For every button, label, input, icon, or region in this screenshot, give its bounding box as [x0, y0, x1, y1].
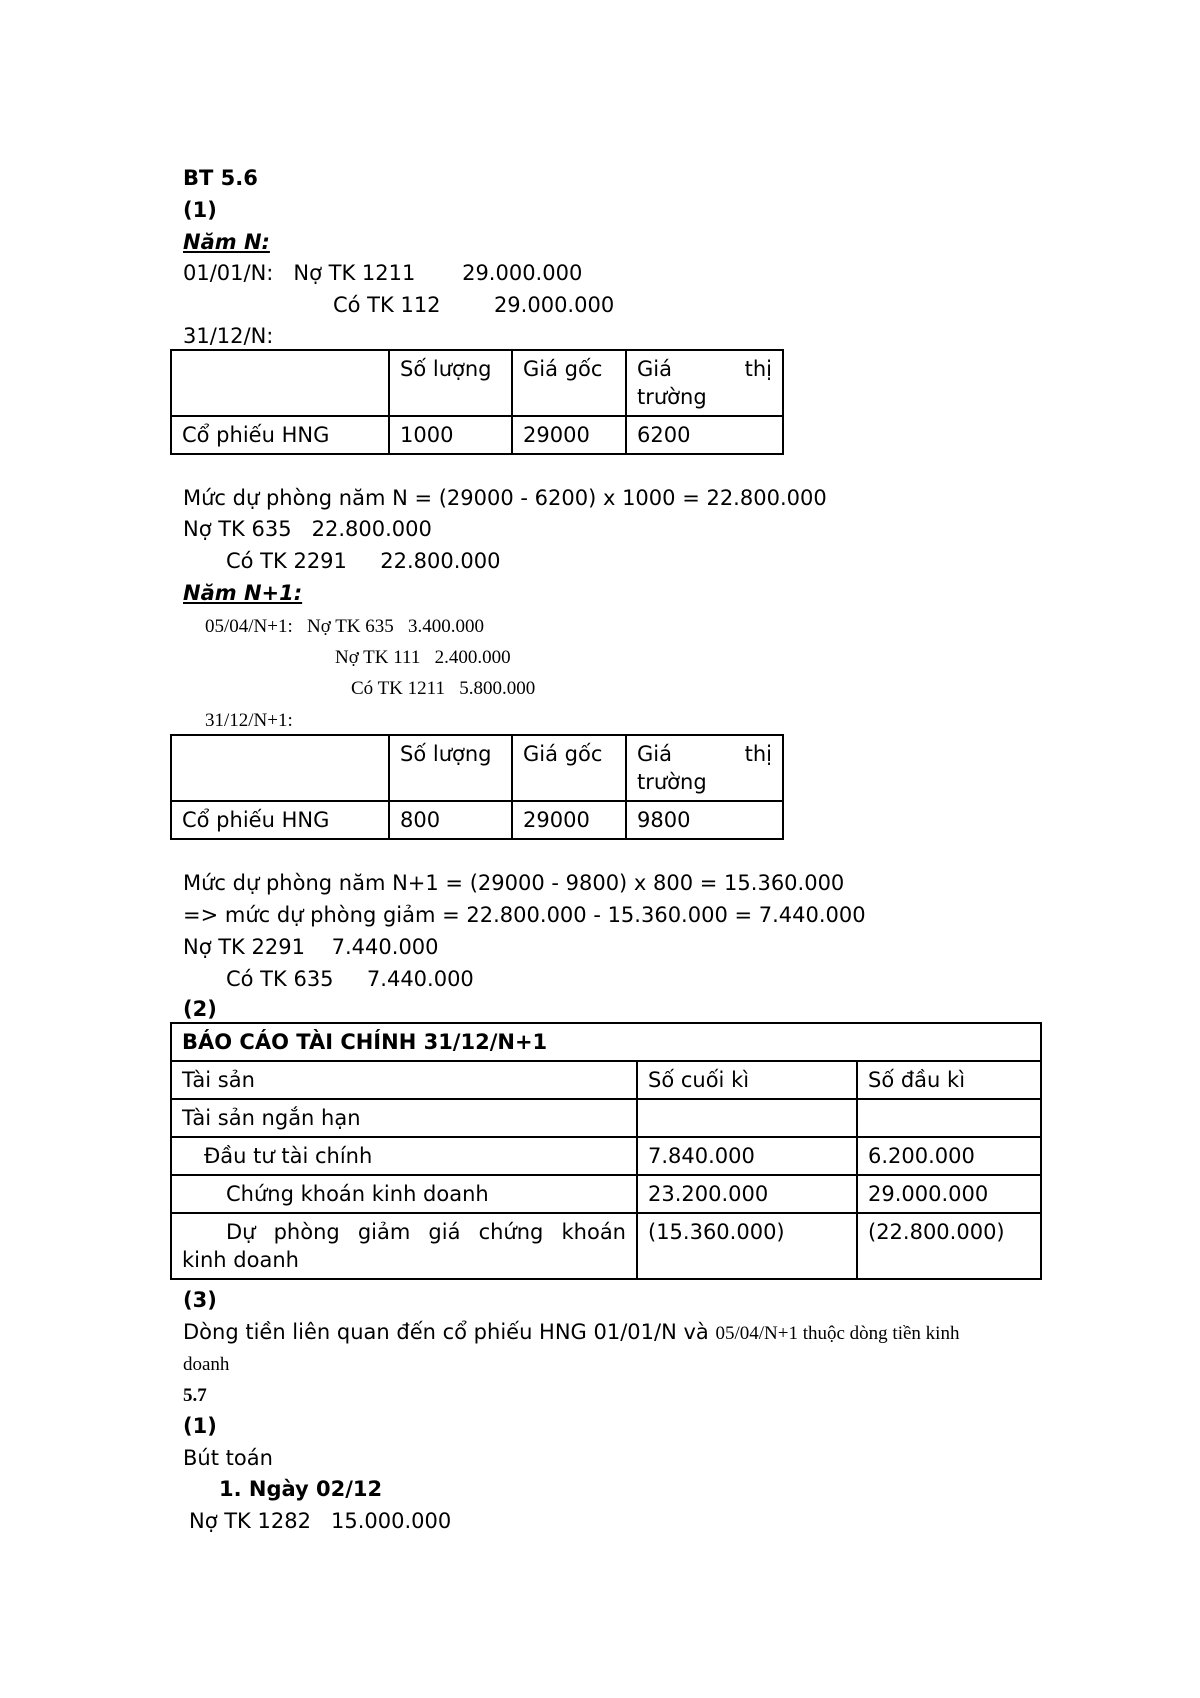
cashflow-text-cont: doanh: [183, 1354, 230, 1375]
part-1-heading-57: (1): [183, 1414, 217, 1438]
header-market-price: Giá thị trường: [626, 350, 783, 416]
table-header-row: [171, 350, 783, 416]
entry-n1-debit-111: Nợ TK 111 2.400.000: [335, 647, 511, 668]
exercise-57-title: 5.7: [183, 1385, 207, 1406]
table-row: [171, 1137, 1041, 1175]
header-end-period: Số cuối kì: [637, 1061, 857, 1099]
part-3-heading: (3): [183, 1288, 217, 1312]
row-label: Chứng khoán kinh doanh: [171, 1175, 637, 1213]
date-31-12-n1: 31/12/N+1:: [205, 710, 293, 731]
table-row: [171, 1099, 1041, 1137]
table-row: [171, 416, 783, 454]
report-title: BÁO CÁO TÀI CHÍNH 31/12/N+1: [171, 1023, 1041, 1061]
entry-n1-reversal-debit: Nợ TK 2291 7.440.000: [183, 935, 439, 959]
exercise-title: BT 5.6: [183, 166, 258, 190]
entry-n-credit: Có TK 112 29.000.000: [333, 293, 615, 317]
header-cell-empty: [171, 735, 389, 801]
cell-stock: Cổ phiếu HNG: [171, 801, 389, 839]
cell-market: 9800: [626, 801, 783, 839]
header-quantity: Số lượng: [389, 350, 512, 416]
header-asset: Tài sản: [171, 1061, 637, 1099]
entry-n-provision-credit: Có TK 2291 22.800.000: [226, 549, 501, 573]
cell-quantity: 800: [389, 801, 512, 839]
report-title-row: [171, 1023, 1041, 1061]
header-cost: Giá gốc: [512, 735, 626, 801]
cashflow-text: Dòng tiền liên quan đến cổ phiếu HNG 01/01/N và 05/04/N+1 thuộc dòng tiền kinh: [183, 1320, 960, 1344]
row-begin-value: 6.200.000: [857, 1137, 1041, 1175]
row-begin-value: (22.800.000): [857, 1213, 1041, 1279]
row-begin-value: [857, 1099, 1041, 1137]
table-header-row: [171, 735, 783, 801]
provision-decrease: => mức dự phòng giảm = 22.800.000 - 15.360.000 = 7.440.000: [183, 903, 866, 927]
part-2-heading: (2): [183, 997, 217, 1021]
entry-n1-debit-635: 05/04/N+1: Nợ TK 635 3.400.000: [205, 616, 485, 637]
date-31-12-n: 31/12/N:: [183, 324, 274, 348]
row-label: Dự phòng giảm giá chứng khoán kinh doanh: [171, 1213, 637, 1279]
header-market-price: Giá thị trường: [626, 735, 783, 801]
entry-n1-credit-1211: Có TK 1211 5.800.000: [351, 678, 536, 699]
year-n1-heading: Năm N+1:: [183, 581, 303, 605]
cell-cost: 29000: [512, 416, 626, 454]
cell-quantity: 1000: [389, 416, 512, 454]
cell-market: 6200: [626, 416, 783, 454]
row-end-value: [637, 1099, 857, 1137]
list-item-date-0212: 1. Ngày 02/12: [219, 1477, 383, 1501]
stock-table-n: [170, 349, 784, 455]
table-row: [171, 801, 783, 839]
table-row: [171, 1213, 1041, 1279]
row-label: Đầu tư tài chính: [171, 1137, 637, 1175]
header-quantity: Số lượng: [389, 735, 512, 801]
row-end-value: 23.200.000: [637, 1175, 857, 1213]
header-begin-period: Số đầu kì: [857, 1061, 1041, 1099]
row-label: Tài sản ngắn hạn: [171, 1099, 637, 1137]
entry-n1-reversal-credit: Có TK 635 7.440.000: [226, 967, 474, 991]
entry-n-debit: 01/01/N: Nợ TK 1211 29.000.000: [183, 261, 583, 285]
report-header-row: [171, 1061, 1041, 1099]
entry-n-provision-debit: Nợ TK 635 22.800.000: [183, 517, 432, 541]
row-begin-value: 29.000.000: [857, 1175, 1041, 1213]
year-n-heading: Năm N:: [183, 230, 270, 254]
row-end-value: 7.840.000: [637, 1137, 857, 1175]
financial-report-table: [170, 1022, 1042, 1280]
entries-label: Bút toán: [183, 1446, 273, 1470]
part-1-heading: (1): [183, 198, 217, 222]
stock-table-n1: [170, 734, 784, 840]
provision-n1-calc: Mức dự phòng năm N+1 = (29000 - 9800) x 800 = 15.360.000: [183, 871, 845, 895]
header-cost: Giá gốc: [512, 350, 626, 416]
provision-n-calc: Mức dự phòng năm N = (29000 - 6200) x 1000 = 22.800.000: [183, 486, 827, 510]
header-cell-empty: [171, 350, 389, 416]
entry-1282-debit: Nợ TK 1282 15.000.000: [189, 1509, 452, 1533]
table-row: [171, 1175, 1041, 1213]
cell-cost: 29000: [512, 801, 626, 839]
cell-stock: Cổ phiếu HNG: [171, 416, 389, 454]
row-end-value: (15.360.000): [637, 1213, 857, 1279]
